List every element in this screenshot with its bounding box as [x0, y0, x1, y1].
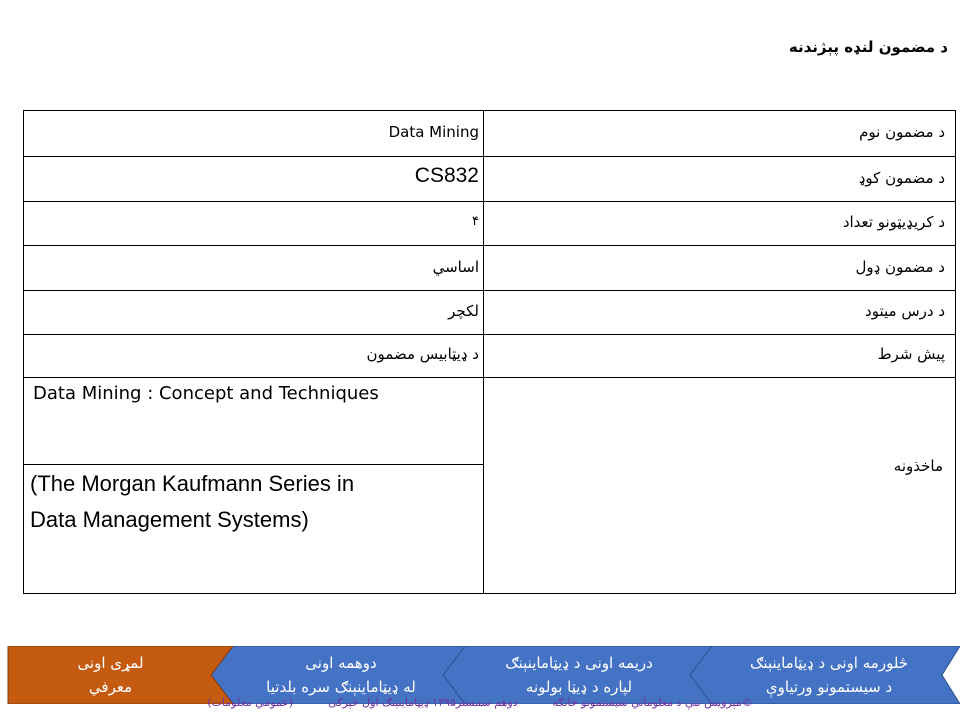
teaching-method-value: لکچر [448, 302, 479, 320]
nav-step-week3-line2: لپاره د ډیټا بولونه [525, 678, 633, 696]
course-code-label: د مضمون کوډ [858, 169, 945, 187]
credits-label: د کریډیټونو تعداد [842, 213, 945, 231]
table-row [24, 157, 955, 202]
sources-label: ماخذونه [893, 457, 943, 475]
source-separator [24, 464, 484, 465]
course-type-label: د مضمون ډول [855, 258, 945, 276]
page-title: د مضمون لنډه پېژندنه [788, 38, 948, 56]
course-info-table [23, 110, 956, 594]
nav-step-week1-line1: لمړی اونی [77, 654, 144, 672]
course-name-label: د مضمون نوم [859, 123, 945, 141]
nav-step-week2-line2: له ډیټاماینېنګ سره بلدتیا [266, 678, 416, 696]
source-book-1: Data Mining : Concept and Techniques [33, 383, 379, 404]
nav-step-week3-line1: دریمه اونی د ډیټاماینېنګ [505, 654, 653, 672]
footer-semester: دوهم سمستر۱۳۹۵ ډیټاماینېنګ اول څېرکی [328, 696, 518, 709]
table-row [24, 335, 955, 378]
source-book-2 [30, 466, 354, 538]
credits-value: ۴ [472, 214, 479, 229]
nav-step-week4-line1: څلورمه اونی د ډیټاماینېنګ [749, 654, 909, 672]
source-book-2-line1: (The Morgan Kaufmann Series in [30, 471, 355, 496]
course-name-value: Data Mining [388, 123, 479, 141]
nav-step-week2-line1: دوهمه اونی [305, 654, 377, 672]
course-code-value: CS832 [414, 164, 479, 187]
table-row [24, 246, 955, 291]
teaching-method-label: د درس میتود [865, 302, 945, 320]
prerequisite-label: پیش شرط [877, 345, 945, 363]
nav-step-week1-line2: معرفي [88, 678, 133, 696]
source-book-2-line2: Data Management Systems) [30, 507, 309, 532]
footer-copyright: ©مېرويس تنې د معلوماتي سیستمونو څانګه [552, 696, 753, 709]
footer [0, 696, 960, 716]
prerequisite-value: د ډیټابیس مضمون [366, 345, 479, 363]
table-row [24, 291, 955, 335]
footer-note: (عمومي معلومات) [207, 696, 294, 709]
table-row [24, 202, 955, 246]
nav-step-week4-line2: د سیستمونو ورتیاوې [765, 678, 893, 696]
table-row [24, 111, 955, 157]
course-type-value: اساسي [432, 258, 479, 276]
